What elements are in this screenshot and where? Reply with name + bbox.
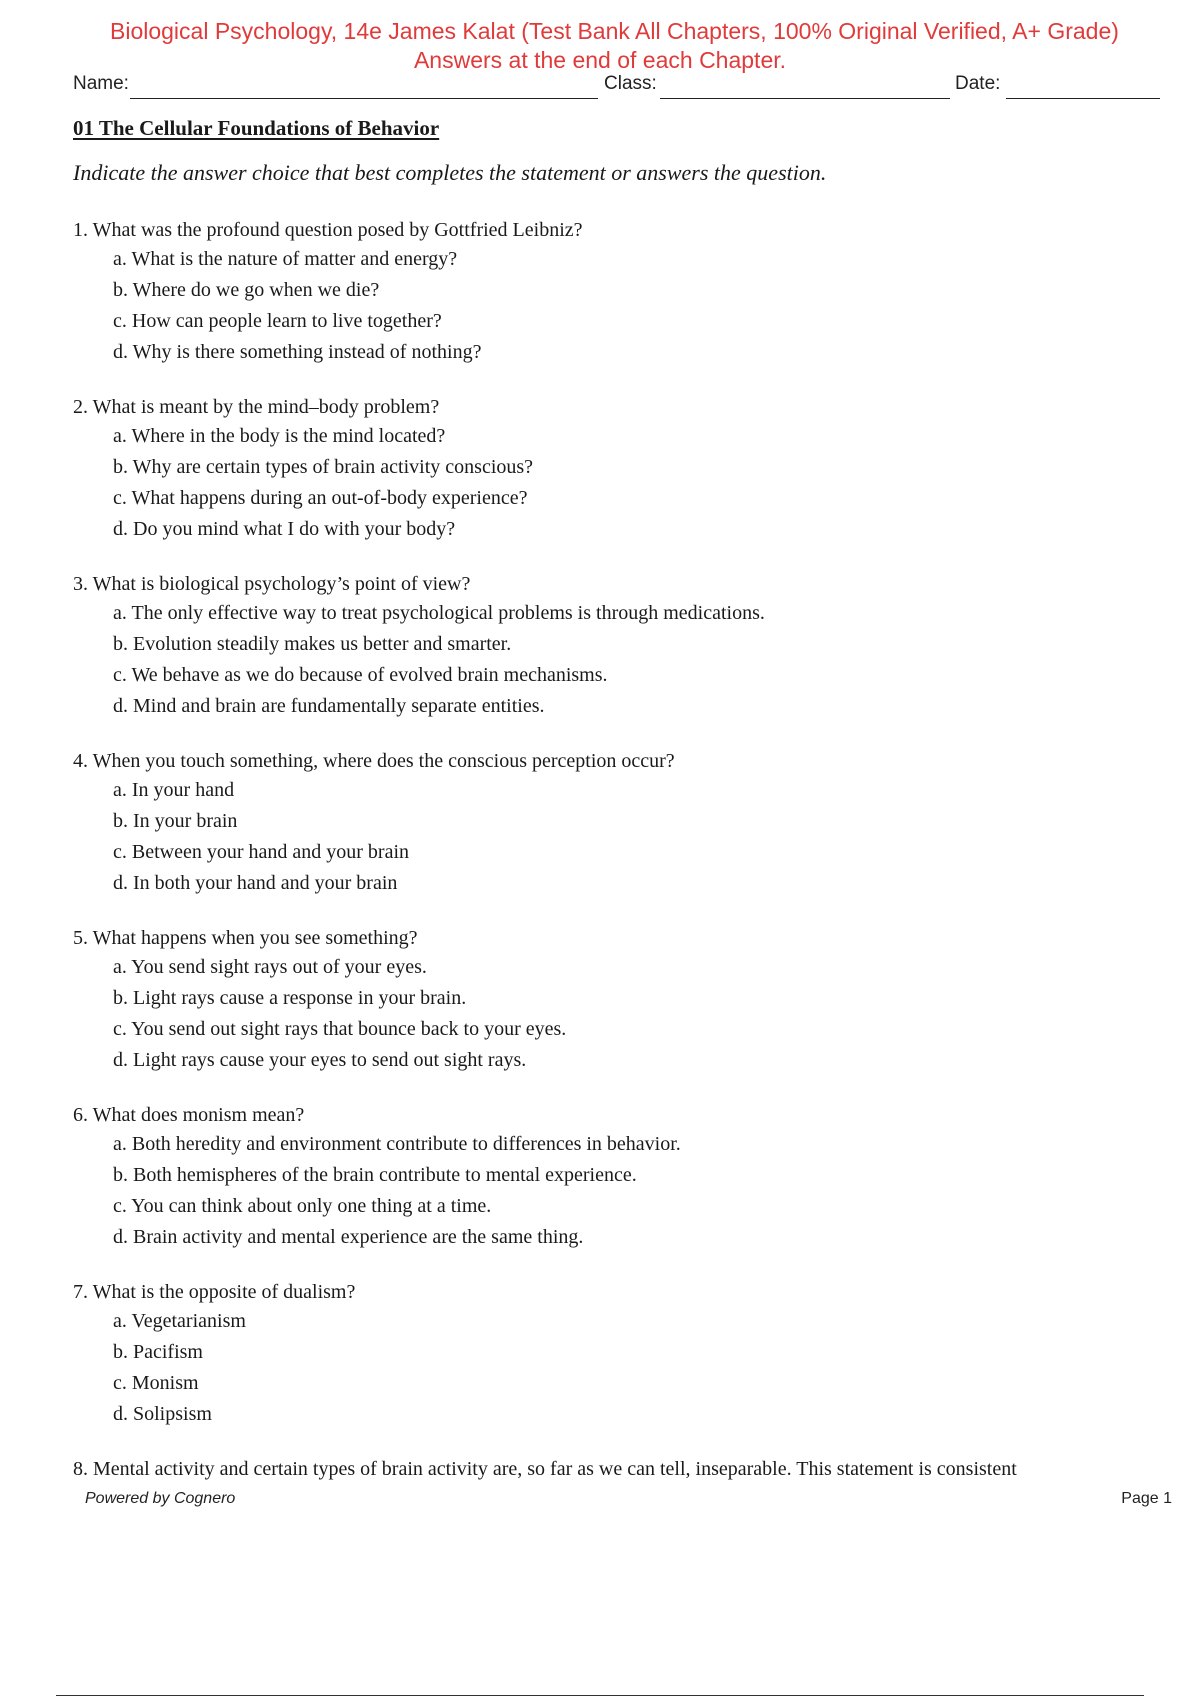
chapter-title: 01 The Cellular Foundations of Behavior	[73, 116, 440, 140]
answer-option-c: c. Monism	[113, 1372, 199, 1394]
answer-option-c: c. What happens during an out-of-body experience?	[113, 487, 528, 509]
question-text: 6. What does monism mean?	[73, 1104, 305, 1126]
answer-option-b: b. Both hemispheres of the brain contribute to mental experience.	[113, 1164, 637, 1186]
answer-option-d: d. Do you mind what I do with your body?	[113, 518, 456, 540]
banner-title: Biological Psychology, 14e James Kalat (Test Bank All Chapters, 100% Original Verified, A+ Grade)	[110, 18, 1119, 44]
answer-option-b: b. Light rays cause a response in your brain.	[113, 987, 467, 1009]
answer-option-d: d. Solipsism	[113, 1403, 212, 1425]
answer-option-a: a. In your hand	[113, 779, 235, 801]
answer-option-a: a. What is the nature of matter and energy?	[113, 248, 458, 270]
date-label: Date:	[955, 73, 1001, 94]
question-text: 3. What is biological psychology’s point of view?	[73, 573, 471, 595]
question-8	[73, 1455, 1173, 1483]
answer-option-b: b. Where do we go when we die?	[113, 279, 380, 301]
answer-option-d: d. Light rays cause your eyes to send out sight rays.	[113, 1049, 527, 1071]
answer-option-c: c. You send out sight rays that bounce back to your eyes.	[113, 1018, 567, 1040]
date-field-line	[1006, 98, 1160, 99]
banner-subtitle: Answers at the end of each Chapter.	[413, 47, 787, 73]
answer-option-a: a. The only effective way to treat psychological problems is through medications.	[113, 602, 765, 624]
name-label: Name:	[73, 73, 129, 94]
answer-option-a: a. Both heredity and environment contribute to differences in behavior.	[113, 1133, 681, 1155]
answer-option-b: b. In your brain	[113, 810, 238, 832]
question-7	[73, 1278, 1173, 1430]
answer-option-b: b. Why are certain types of brain activity conscious?	[113, 456, 534, 478]
answer-option-d: d. Brain activity and mental experience are the same thing.	[113, 1226, 584, 1248]
class-field-line	[660, 98, 950, 99]
class-label: Class:	[604, 73, 657, 94]
question-text: 4. When you touch something, where does the conscious perception occur?	[73, 750, 675, 772]
answer-option-a: a. Vegetarianism	[113, 1310, 246, 1332]
answer-option-c: c. You can think about only one thing at a time.	[113, 1195, 492, 1217]
answer-option-a: a. Where in the body is the mind located?	[113, 425, 446, 447]
question-text: 5. What happens when you see something?	[73, 927, 418, 949]
powered-by-label: Powered by Cognero	[85, 1490, 236, 1507]
answer-option-b: b. Evolution steadily makes us better and smarter.	[113, 633, 512, 655]
answer-option-b: b. Pacifism	[113, 1341, 203, 1363]
question-text: 8. Mental activity and certain types of brain activity are, so far as we can tell, inseparable. This statement is consistent	[73, 1458, 1017, 1480]
page-number: Page 1	[1121, 1490, 1172, 1507]
answer-option-c: c. Between your hand and your brain	[113, 841, 410, 863]
page-bottom-rule	[56, 1695, 1144, 1696]
question-3	[73, 570, 1173, 722]
question-5	[73, 924, 1173, 1076]
question-text: 7. What is the opposite of dualism?	[73, 1281, 356, 1303]
question-text: 2. What is meant by the mind–body problem?	[73, 396, 440, 418]
answer-option-c: c. How can people learn to live together?	[113, 310, 442, 332]
answer-option-c: c. We behave as we do because of evolved brain mechanisms.	[113, 664, 608, 686]
answer-option-a: a. You send sight rays out of your eyes.	[113, 956, 427, 978]
question-text: 1. What was the profound question posed by Gottfried Leibniz?	[73, 219, 583, 241]
question-4	[73, 747, 1173, 899]
question-list	[73, 216, 1173, 1508]
answer-option-d: d. In both your hand and your brain	[113, 872, 398, 894]
question-1	[73, 216, 1173, 368]
question-6	[73, 1101, 1173, 1253]
answer-option-d: d. Why is there something instead of nothing?	[113, 341, 482, 363]
instruction-text: Indicate the answer choice that best completes the statement or answers the question.	[73, 160, 827, 185]
name-field-line	[130, 98, 598, 99]
question-2	[73, 393, 1173, 545]
answer-option-d: d. Mind and brain are fundamentally separate entities.	[113, 695, 545, 717]
